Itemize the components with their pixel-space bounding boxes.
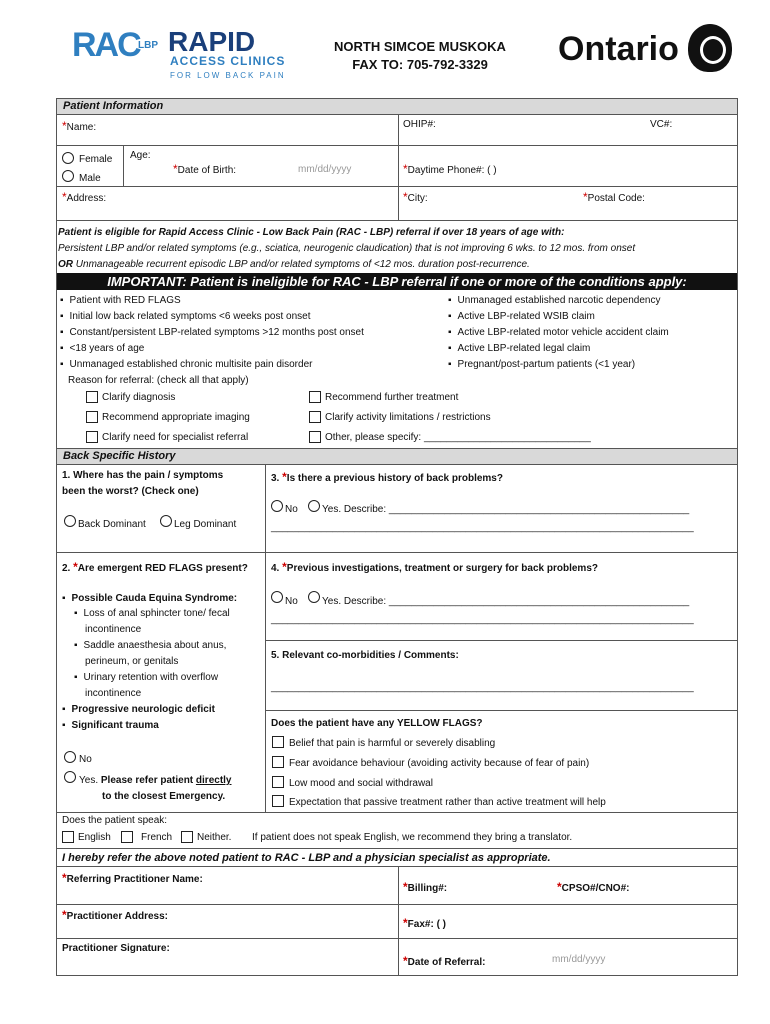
english-label: English (78, 832, 111, 843)
yellow-flag-label: Fear avoidance behaviour (avoiding activity because of fear of pain) (289, 758, 590, 769)
referral-date-field[interactable]: mm/dd/yyyy (552, 954, 606, 965)
cpso-label: *CPSO#/CNO#: (557, 880, 630, 894)
cauda-sub-cont: incontinence (85, 688, 142, 699)
divider (56, 220, 738, 221)
logo-tagline: FOR LOW BACK PAIN (170, 71, 286, 80)
section-patient-info: Patient Information (57, 99, 737, 114)
cauda-equina: ▪ Possible Cauda Equina Syndrome: (62, 593, 237, 604)
cauda-sub-cont: perineum, or genitals (85, 656, 179, 667)
red-flag-item: ▪ Significant trauma (62, 720, 159, 731)
q1-text-2: been the worst? (Check one) (62, 486, 199, 497)
divider (56, 552, 738, 553)
q2-yes-label: Yes. Please refer patient directly (79, 775, 232, 786)
divider (265, 464, 266, 812)
list-item: ▪ <18 years of age (60, 343, 144, 354)
divider (123, 145, 124, 186)
red-flag-item: ▪ Progressive neurologic deficit (62, 704, 215, 715)
referral-date-label: *Date of Referral: (403, 954, 486, 968)
reason-title: Reason for referral: (check all that apply) (68, 375, 249, 386)
yellow-flag-checkbox[interactable] (272, 756, 284, 768)
age-label: Age: (130, 150, 151, 161)
q1-text: 1. Where has the pain / symptoms (62, 470, 224, 481)
reason-label: Clarify activity limitations / restrictions (325, 412, 491, 423)
vc-label: VC#: (650, 119, 673, 130)
practitioner-name-label: *Referring Practitioner Name: (62, 871, 203, 885)
yellow-flag-checkbox[interactable] (272, 736, 284, 748)
q2-no-radio[interactable] (64, 751, 76, 763)
back-dominant-label: Back Dominant (78, 519, 146, 530)
divider (265, 640, 738, 641)
signature-label: Practitioner Signature: (62, 943, 170, 954)
language-title: Does the patient speak: (62, 815, 168, 826)
leg-dominant-label: Leg Dominant (174, 519, 237, 530)
reason-checkbox[interactable] (309, 391, 321, 403)
postal-label: *Postal Code: (583, 190, 645, 204)
reason-label: Clarify diagnosis (102, 392, 176, 403)
translator-note: If patient does not speak English, we recommend they bring a translator. (252, 832, 573, 843)
divider (56, 812, 738, 813)
q2-yes-radio[interactable] (64, 771, 76, 783)
dob-field[interactable]: mm/dd/yyyy (298, 164, 352, 175)
divider (56, 866, 738, 867)
list-item: ▪ Active LBP-related WSIB claim (448, 311, 595, 322)
list-item: ▪ Pregnant/post-partum patients (<1 year) (448, 359, 635, 370)
reason-checkbox[interactable] (309, 431, 321, 443)
q3-yes-radio[interactable] (308, 500, 320, 512)
leg-dominant-radio[interactable] (160, 515, 172, 527)
q4-yes-radio[interactable] (308, 591, 320, 603)
q2-emergency: to the closest Emergency. (102, 791, 226, 802)
divider (56, 904, 738, 905)
section-back-history: Back Specific History (57, 449, 737, 464)
q2-text: 2. *Are emergent RED FLAGS present? (62, 560, 248, 574)
ohip-label: OHIP#: (403, 119, 436, 130)
list-item: ▪ Initial low back related symptoms <6 weeks post onset (60, 311, 311, 322)
divider (56, 114, 738, 115)
dob-label: *Date of Birth: (173, 162, 237, 176)
reason-label: Clarify need for specialist referral (102, 432, 249, 443)
divider (56, 145, 738, 146)
yellow-flag-label: Low mood and social withdrawal (289, 778, 433, 789)
male-label: Male (79, 173, 101, 184)
address-label: *Address: (62, 190, 107, 204)
divider (398, 114, 399, 220)
q2-no-label: No (79, 754, 92, 765)
female-label: Female (79, 154, 113, 165)
divider (398, 866, 399, 976)
divider (56, 464, 738, 465)
ontario-logo: Ontario (558, 30, 679, 68)
q3-describe: Yes. Describe: ______________________________________________________ (322, 504, 690, 515)
english-checkbox[interactable] (62, 831, 74, 843)
logo-lbp: LBP (138, 40, 158, 51)
q3-no-radio[interactable] (271, 500, 283, 512)
important-banner: IMPORTANT: Patient is ineligible for RAC - LBP referral if one or more of the conditions apply: (57, 273, 737, 290)
back-dominant-radio[interactable] (64, 515, 76, 527)
q5-line: ____________________________________________________________________________ (271, 682, 694, 693)
reason-label: Recommend appropriate imaging (102, 412, 250, 423)
reason-checkbox[interactable] (309, 411, 321, 423)
list-item: ▪ Constant/persistent LBP-related symptoms >12 months post onset (60, 327, 364, 338)
logo-rapid: RAPID (168, 26, 256, 57)
city-label: *City: (403, 190, 428, 204)
q5-text: 5. Relevant co-morbidities / Comments: (271, 650, 459, 661)
list-item: ▪ Unmanaged established chronic multisite pain disorder (60, 359, 312, 370)
male-radio[interactable] (62, 170, 74, 182)
fax-number: FAX TO: 705-792-3329 (352, 57, 488, 72)
yellow-flag-label: Expectation that passive treatment rather than active treatment will help (289, 797, 606, 808)
french-label: French (141, 832, 173, 843)
yellow-flags-title: Does the patient have any YELLOW FLAGS? (271, 718, 483, 729)
cauda-sub: ▪ Loss of anal sphincter tone/ fecal (74, 608, 230, 619)
trillium-icon (688, 24, 732, 72)
logo-rac: RAC (72, 26, 140, 64)
reason-checkbox[interactable] (86, 431, 98, 443)
fax-header (300, 38, 540, 74)
divider (56, 938, 738, 939)
list-item: ▪ Active LBP-related legal claim (448, 343, 590, 354)
cauda-sub: ▪ Saddle anaesthesia about anus, (74, 640, 226, 651)
q3-no-label: No (285, 504, 298, 515)
logo-access: ACCESS CLINICS (170, 54, 286, 68)
q4-no-radio[interactable] (271, 591, 283, 603)
female-radio[interactable] (62, 152, 74, 164)
french-checkbox[interactable] (121, 831, 133, 843)
divider (265, 710, 738, 711)
fax-label: *Fax#: ( ) (403, 916, 447, 930)
eligibility-title: Patient is eligible for Rapid Access Clinic - Low Back Pain (RAC - LBP) referral if over 18 years of age with: (58, 227, 565, 238)
q4-describe: Yes. Describe: ______________________________________________________ (322, 596, 690, 607)
billing-label: *Billing#: (403, 880, 448, 894)
eligibility-criterion-2: OR Unmanageable recurrent episodic LBP and/or related symptoms of <12 mos. duration post-recurrence. (58, 259, 530, 270)
divider (56, 186, 738, 187)
cauda-sub: ▪ Urinary retention with overflow (74, 672, 218, 683)
q4-text: 4. *Previous investigations, treatment or surgery for back problems? (271, 560, 598, 574)
phone-label: *Daytime Phone#: ( ) (403, 162, 497, 176)
reason-checkbox[interactable] (86, 391, 98, 403)
eligibility-criterion-1: Persistent LBP and/or related symptoms (e.g., sciatica, neurogenic claudication) that is not improving 6 wks. to 12 mos. from onset (58, 243, 636, 254)
referral-statement: I hereby refer the above noted patient to RAC - LBP and a physician specialist as appropriate. (62, 852, 551, 864)
neither-checkbox[interactable] (181, 831, 193, 843)
list-item: ▪ Patient with RED FLAGS (60, 295, 181, 306)
region-title: NORTH SIMCOE MUSKOKA (334, 39, 506, 54)
yellow-flag-checkbox[interactable] (272, 776, 284, 788)
divider (56, 848, 738, 849)
yellow-flag-checkbox[interactable] (272, 795, 284, 807)
practitioner-address-label: *Practitioner Address: (62, 908, 168, 922)
list-item: ▪ Unmanaged established narcotic dependency (448, 295, 660, 306)
neither-label: Neither. (197, 832, 232, 843)
q3-text: 3. *Is there a previous history of back problems? (271, 470, 503, 484)
list-item: ▪ Active LBP-related motor vehicle accident claim (448, 327, 669, 338)
name-label: *Name: (62, 119, 97, 133)
q3-line: ____________________________________________________________________________ (271, 522, 694, 533)
reason-checkbox[interactable] (86, 411, 98, 423)
yellow-flag-label: Belief that pain is harmful or severely disabling (289, 738, 496, 749)
cauda-sub-cont: incontinence (85, 624, 142, 635)
reason-label: Recommend further treatment (325, 392, 459, 403)
reason-label: Other, please specify: ______________________________ (325, 432, 591, 443)
q4-no-label: No (285, 596, 298, 607)
q4-line: ____________________________________________________________________________ (271, 614, 694, 625)
